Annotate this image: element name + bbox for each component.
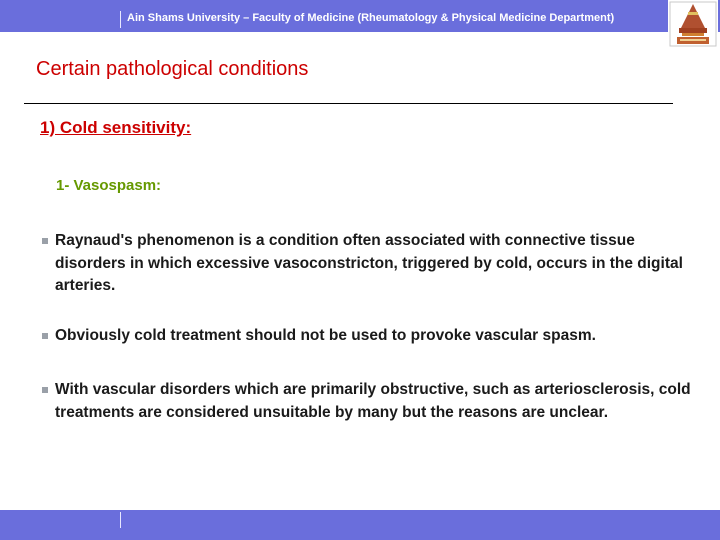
bullet-square-icon xyxy=(42,387,48,393)
bullet-text: Obviously cold treatment should not be used to provoke vascular spasm. xyxy=(55,327,596,344)
university-logo-icon xyxy=(668,0,718,48)
header-text: Ain Shams University – Faculty of Medicine (Rheumatology & Physical Medicine Department) xyxy=(127,12,615,24)
bullet-square-icon xyxy=(42,333,48,339)
footer-bar xyxy=(0,510,720,540)
footer-divider xyxy=(120,512,121,528)
title-divider xyxy=(24,103,673,104)
subheading: 1- Vasospasm: xyxy=(56,177,162,194)
header-divider xyxy=(120,11,121,28)
bullet-text: With vascular disorders which are primarily obstructive, such as arteriosclerosis, cold treatments are considered unsuitable by many but the reasons are unclear. xyxy=(55,381,691,421)
section-heading: 1) Cold sensitivity: xyxy=(40,118,192,137)
slide-title: Certain pathological conditions xyxy=(36,58,309,80)
bullet-square-icon xyxy=(42,238,48,244)
list-item xyxy=(40,325,700,348)
bullet-text: Raynaud's phenomenon is a condition often associated with connective tissue disorders in which excessive vasoconstricton, triggered by cold, occurs in the digital arteries. xyxy=(55,232,683,294)
list-item xyxy=(40,379,700,424)
list-item xyxy=(40,230,700,298)
